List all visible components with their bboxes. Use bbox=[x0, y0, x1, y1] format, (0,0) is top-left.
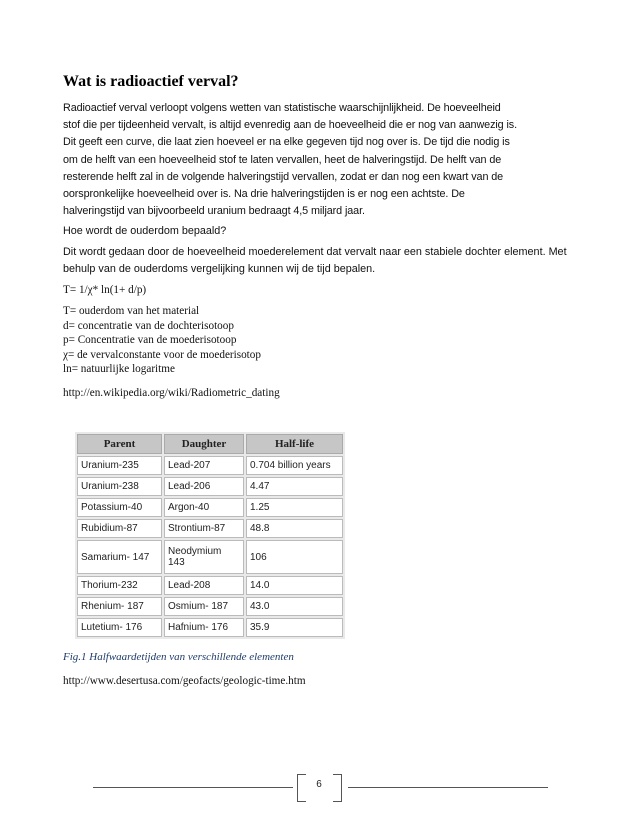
question-text: Hoe wordt de ouderdom bepaald? bbox=[63, 225, 227, 238]
cell-half-life: 48.8 bbox=[246, 519, 343, 538]
intro-line: halveringstijd van bijvoorbeeld uranium bedraagt 4,5 miljard jaar. bbox=[63, 205, 365, 218]
cell-parent: Uranium-235 bbox=[77, 456, 162, 475]
intro-line: stof die per tijdeenheid vervalt, is altijd evenredig aan de hoeveelheid die er nog van aanwezig is. bbox=[63, 119, 517, 132]
cell-parent: Lutetium- 176 bbox=[77, 618, 162, 637]
intro-line: oorspronkelijke hoeveelheid over is. Na drie halveringstijden is er nog een achtste. De bbox=[63, 188, 465, 201]
method-paragraph: Dit wordt gedaan door de hoeveelheid moederelement dat vervalt naar een stabiele dochter element. Met behulp van de ouderdoms vergelijking kunnen wij de tijd bepalen. bbox=[63, 245, 567, 275]
definition-item: χ= de vervalconstante voor de moederisotop bbox=[63, 348, 261, 361]
cell-parent: Rubidium-87 bbox=[77, 519, 162, 538]
cell-parent: Thorium-232 bbox=[77, 576, 162, 595]
cell-half-life: 0.704 billion years bbox=[246, 456, 343, 475]
cell-half-life: 106 bbox=[246, 540, 343, 574]
definition-item: p= Concentratie van de moederisotoop bbox=[63, 334, 237, 347]
table-row bbox=[77, 618, 343, 637]
table-row bbox=[77, 456, 343, 475]
table-row bbox=[77, 576, 343, 595]
cell-half-life: 4.47 bbox=[246, 477, 343, 496]
cell-daughter: Lead-207 bbox=[164, 456, 244, 475]
source-url-desertusa: http://www.desertusa.com/geofacts/geologic-time.htm bbox=[63, 675, 306, 687]
cell-half-life: 43.0 bbox=[246, 597, 343, 616]
cell-daughter: Lead-208 bbox=[164, 576, 244, 595]
source-url-wikipedia: http://en.wikipedia.org/wiki/Radiometric_dating bbox=[63, 387, 280, 399]
half-life-table-image bbox=[75, 432, 345, 639]
header-parent: Parent bbox=[77, 434, 162, 454]
table-row bbox=[77, 477, 343, 496]
cell-daughter: Osmium- 187 bbox=[164, 597, 244, 616]
cell-parent: Potassium-40 bbox=[77, 498, 162, 517]
header-half-life: Half-life bbox=[246, 434, 343, 454]
cell-daughter: Neodymium 143 bbox=[164, 540, 244, 574]
page-content bbox=[63, 73, 573, 399]
footer-rule-left bbox=[93, 787, 293, 788]
intro-line: resterende helft zal in de volgende halveringstijd vervallen, zodat er dan nog een kwart van de bbox=[63, 170, 504, 183]
figure-caption: Fig.1 Halfwaardetijden van verschillende elementen bbox=[63, 651, 294, 663]
cell-daughter: Hafnium- 176 bbox=[164, 618, 244, 637]
table-row bbox=[77, 597, 343, 616]
cell-daughter: Strontium-87 bbox=[164, 519, 244, 538]
page-number: 6 bbox=[316, 779, 322, 790]
table-header-row bbox=[77, 434, 343, 454]
cell-daughter: Lead-206 bbox=[164, 477, 244, 496]
definition-item: d= concentratie van de dochterisotoop bbox=[63, 319, 234, 332]
page-title: Wat is radioactief verval? bbox=[63, 73, 239, 90]
header-daughter: Daughter bbox=[164, 434, 244, 454]
cell-parent: Uranium-238 bbox=[77, 477, 162, 496]
table-row bbox=[77, 540, 343, 574]
table-row bbox=[77, 498, 343, 517]
half-life-table bbox=[75, 432, 345, 639]
cell-half-life: 35.9 bbox=[246, 618, 343, 637]
intro-line: Dit geeft een curve, die laat zien hoeveel er na elke gegeven tijd nog over is. De tijd die nodig is bbox=[63, 136, 510, 149]
intro-line: om de helft van een hoeveelheid stof te laten vervallen, heet de halveringstijd. De helft van de bbox=[63, 153, 502, 166]
cell-half-life: 1.25 bbox=[246, 498, 343, 517]
intro-paragraph bbox=[63, 100, 573, 220]
footer-rule-right bbox=[348, 787, 548, 788]
cell-parent: Rhenium- 187 bbox=[77, 597, 162, 616]
page-number-bracket-right bbox=[333, 774, 342, 802]
definition-item: T= ouderdom van het material bbox=[63, 305, 200, 318]
cell-daughter: Argon-40 bbox=[164, 498, 244, 517]
intro-line: Radioactief verval verloopt volgens wetten van statistische waarschijnlijkheid. De hoeveelheid bbox=[63, 102, 501, 114]
age-formula: T= 1/χ* ln(1+ d/p) bbox=[63, 284, 147, 297]
cell-half-life: 14.0 bbox=[246, 576, 343, 595]
table-row bbox=[77, 519, 343, 538]
definition-item: ln= natuurlijke logaritme bbox=[63, 363, 175, 376]
formula-definitions bbox=[63, 304, 573, 377]
cell-parent: Samarium- 147 bbox=[77, 540, 162, 574]
